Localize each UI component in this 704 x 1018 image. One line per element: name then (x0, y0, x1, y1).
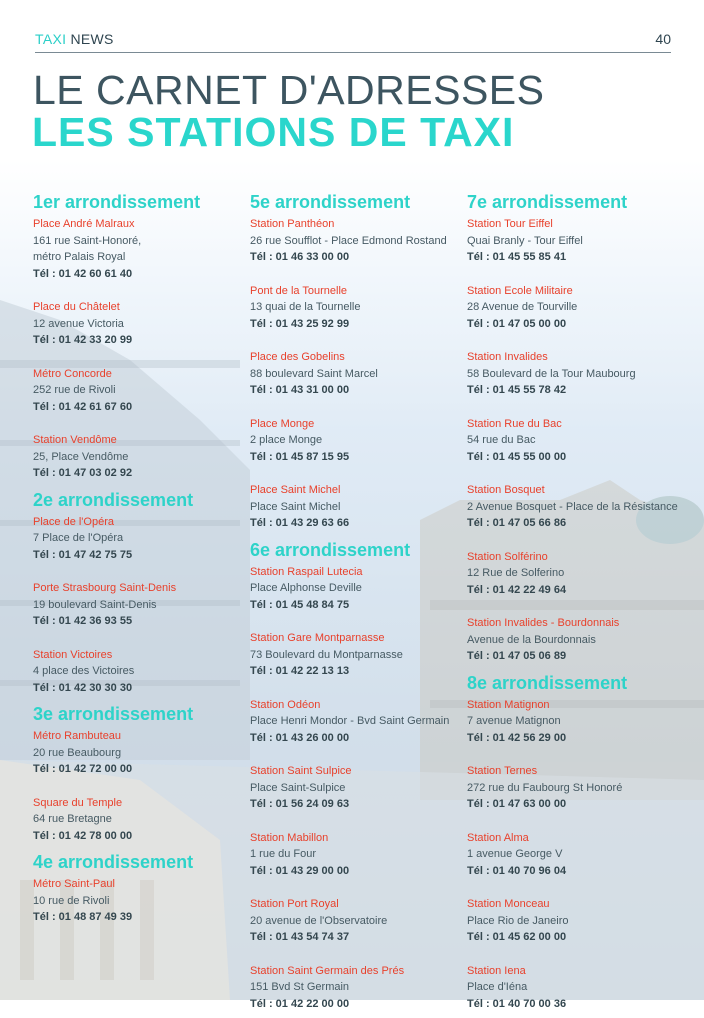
station-name: Station Panthéon (250, 218, 335, 230)
station-phone: Tél : 01 40 70 00 36 (467, 997, 567, 1010)
station-address: Place Saint-Sulpice (250, 781, 346, 794)
arrondissement-section (250, 190, 465, 532)
station-entry (33, 366, 253, 416)
arrondissement-heading: 4e arrondissement (33, 852, 194, 872)
station-entry (467, 283, 697, 333)
station-address: Place Henri Mondor - Bvd Saint Germain (250, 715, 450, 727)
station-entry (250, 349, 465, 399)
station-entry (250, 630, 465, 680)
station-phone: Tél : 01 42 60 61 40 (33, 267, 133, 280)
station-address: 272 rue du Faubourg St Honoré (467, 781, 623, 794)
station-entry (33, 432, 253, 482)
station-entry (467, 763, 697, 813)
station-address: 7 Place de l'Opéra (33, 532, 124, 544)
arrondissement-section (467, 190, 697, 665)
station-phone: Tél : 01 56 24 09 63 (250, 798, 350, 810)
station-address: 13 quai de la Tournelle (250, 301, 361, 313)
station-address: Quai Branly - Tour Eiffel (467, 234, 583, 247)
station-entry (250, 763, 465, 813)
station-phone: Tél : 01 43 31 00 00 (250, 384, 350, 396)
station-name: Station Saint Germain des Prés (250, 964, 405, 977)
station-phone: Tél : 01 47 03 02 92 (33, 467, 133, 479)
station-phone: Tél : 01 40 70 96 04 (467, 864, 567, 877)
station-name: Station Raspail Lutecia (250, 565, 363, 578)
column-2 (250, 190, 465, 1018)
station-entry (250, 416, 465, 466)
station-phone: Tél : 01 47 63 00 00 (467, 798, 567, 810)
station-phone: Tél : 01 47 42 75 75 (33, 548, 133, 561)
station-name: Station Solférino (467, 550, 548, 563)
station-address: 88 boulevard Saint Marcel (250, 367, 378, 380)
station-entry (467, 416, 697, 466)
arrondissement-section (33, 850, 253, 926)
station-entry (467, 216, 697, 266)
station-name: Station Mabillon (250, 831, 329, 844)
station-phone: Tél : 01 45 48 84 75 (250, 598, 350, 611)
station-name: Station Ternes (467, 765, 538, 777)
station-address: Place Rio de Janeiro (467, 914, 569, 927)
station-entry (33, 216, 253, 282)
station-name: Pont de la Tournelle (250, 284, 348, 297)
station-name: Station Rue du Bac (467, 417, 562, 430)
station-name: Place du Châtelet (33, 301, 120, 313)
station-entry (250, 283, 465, 333)
station-entry (467, 349, 697, 399)
station-name: Station Matignon (467, 698, 550, 711)
station-name: Station Gare Montparnasse (250, 632, 385, 644)
station-entry (250, 830, 465, 880)
station-entry (467, 697, 697, 747)
station-address: Place Alphonse Deville (250, 582, 362, 594)
station-address: métro Palais Royal (33, 251, 126, 263)
arrondissement-heading: 6e arrondissement (250, 539, 411, 560)
station-name: Place des Gobelins (250, 351, 345, 363)
column-3 (467, 190, 697, 1018)
station-address: 1 avenue George V (467, 848, 563, 860)
arrondissement-section (250, 538, 465, 1013)
station-address: 58 Boulevard de la Tour Maubourg (467, 367, 636, 380)
page-title: LE CARNET D'ADRESSES (33, 67, 545, 113)
station-name: Place André Malraux (33, 218, 135, 230)
station-phone: Tél : 01 45 87 15 95 (250, 450, 350, 463)
station-phone: Tél : 01 42 30 30 30 (33, 681, 133, 694)
station-phone: Tél : 01 42 36 93 55 (33, 615, 133, 627)
station-name: Square du Temple (33, 796, 123, 809)
station-entry (467, 963, 697, 1013)
station-phone: Tél : 01 42 61 67 60 (33, 400, 133, 413)
station-entry (33, 647, 253, 697)
station-address: 151 Bvd St Germain (250, 981, 350, 993)
station-phone: Tél : 01 48 87 49 39 (33, 911, 133, 923)
station-entry (250, 482, 465, 532)
station-address: 12 avenue Victoria (33, 317, 124, 330)
arrondissement-heading: 3e arrondissement (33, 704, 194, 724)
station-name: Station Odéon (250, 698, 321, 711)
station-name: Station Victoires (33, 648, 113, 661)
station-address: 7 avenue Matignon (467, 715, 561, 727)
station-name: Station Invalides - Bourdonnais (467, 617, 620, 629)
station-address: 54 rue du Bac (467, 434, 536, 446)
station-address: 161 rue Saint-Honoré, (33, 234, 142, 247)
arrondissement-heading: 8e arrondissement (467, 672, 628, 693)
station-address: 2 Avenue Bosquet - Place de la Résistance (467, 500, 678, 513)
station-phone: Tél : 01 47 05 00 00 (467, 317, 567, 330)
station-address: 25, Place Vendôme (33, 450, 129, 463)
station-name: Station Tour Eiffel (467, 218, 553, 230)
station-entry (33, 795, 253, 845)
arrondissement-section (33, 190, 253, 482)
station-address: 252 rue de Rivoli (33, 384, 116, 396)
station-phone: Tél : 01 46 33 00 00 (250, 251, 350, 263)
station-address: 73 Boulevard du Montparnasse (250, 648, 403, 661)
station-phone: Tél : 01 43 26 00 00 (250, 731, 350, 744)
station-address: Avenue de la Bourdonnais (467, 633, 596, 646)
station-name: Station Port Royal (250, 898, 339, 910)
station-name: Station Monceau (467, 898, 550, 910)
station-phone: Tél : 01 47 05 66 86 (467, 517, 567, 529)
station-entry (33, 580, 253, 630)
station-entry (250, 564, 465, 614)
station-phone: Tél : 01 42 72 00 00 (33, 763, 133, 775)
station-phone: Tél : 01 42 56 29 00 (467, 731, 567, 744)
station-phone: Tél : 01 45 62 00 00 (467, 931, 567, 943)
station-name: Station Vendôme (33, 434, 117, 446)
page-header (35, 31, 671, 53)
magazine-brand (35, 31, 114, 47)
arrondissement-section (467, 671, 697, 1013)
station-name: Station Saint Sulpice (250, 765, 352, 777)
station-address: 2 place Monge (250, 434, 323, 446)
arrondissement-heading: 7e arrondissement (467, 192, 628, 212)
station-name: Place de l'Opéra (33, 515, 114, 528)
station-phone: Tél : 01 42 33 20 99 (33, 334, 133, 346)
station-entry (467, 830, 697, 880)
station-name: Métro Rambuteau (33, 730, 122, 742)
page-subtitle: LES STATIONS DE TAXI (32, 109, 515, 155)
brand-news: NEWS (70, 31, 114, 47)
station-address: 10 rue de Rivoli (33, 894, 110, 907)
station-phone: Tél : 01 43 25 92 99 (250, 317, 350, 330)
station-phone: Tél : 01 42 22 00 00 (250, 997, 350, 1010)
station-phone: Tél : 01 42 78 00 00 (33, 829, 133, 842)
station-phone: Tél : 01 43 29 00 00 (250, 864, 350, 877)
station-entry (467, 896, 697, 946)
station-entry (250, 896, 465, 946)
station-name: Métro Saint-Paul (33, 878, 115, 890)
station-entry (467, 482, 697, 532)
arrondissement-section (33, 702, 253, 844)
station-entry (33, 299, 253, 349)
station-name: Métro Concorde (33, 367, 112, 380)
station-name: Station Bosquet (467, 484, 545, 496)
station-phone: Tél : 01 42 22 13 13 (250, 665, 350, 677)
station-name: Station Ecole Militaire (467, 284, 573, 297)
arrondissement-section (33, 488, 253, 697)
arrondissement-heading: 2e arrondissement (33, 489, 194, 510)
station-entry (250, 963, 465, 1013)
station-entry (33, 514, 253, 564)
station-entry (250, 697, 465, 747)
station-phone: Tél : 01 43 54 74 37 (250, 931, 350, 943)
page-number: 40 (655, 31, 671, 47)
station-address: 19 boulevard Saint-Denis (33, 598, 157, 611)
station-name: Place Saint Michel (250, 484, 341, 496)
station-address: 28 Avenue de Tourville (467, 301, 578, 313)
station-address: 20 rue Beaubourg (33, 746, 122, 759)
column-1 (33, 190, 253, 932)
station-entry (467, 615, 697, 665)
station-name: Porte Strasbourg Saint-Denis (33, 582, 177, 594)
station-name: Place Monge (250, 417, 315, 430)
station-phone: Tél : 01 45 55 78 42 (467, 384, 567, 396)
station-address: 20 avenue de l'Observatoire (250, 914, 388, 927)
station-entry (33, 728, 253, 778)
station-name: Station Iena (467, 964, 526, 977)
station-phone: Tél : 01 43 29 63 66 (250, 517, 350, 529)
station-phone: Tél : 01 45 55 00 00 (467, 450, 567, 463)
station-name: Station Alma (467, 831, 529, 844)
station-address: 4 place des Victoires (33, 665, 135, 677)
station-address: 1 rue du Four (250, 848, 317, 860)
station-address: 64 rue Bretagne (33, 813, 112, 825)
brand-taxi: TAXI (35, 31, 67, 47)
station-name: Station Invalides (467, 351, 548, 363)
arrondissement-heading: 1er arrondissement (33, 192, 201, 212)
station-phone: Tél : 01 42 22 49 64 (467, 583, 567, 596)
station-address: 12 Rue de Solferino (467, 567, 565, 579)
arrondissement-heading: 5e arrondissement (250, 192, 411, 212)
station-address: Place d'Iéna (467, 981, 528, 993)
station-entry (33, 876, 253, 926)
station-phone: Tél : 01 45 55 85 41 (467, 251, 567, 263)
station-entry (467, 549, 697, 599)
station-address: Place Saint Michel (250, 500, 341, 513)
station-entry (250, 216, 465, 266)
station-address: 26 rue Soufflot - Place Edmond Rostand (250, 234, 447, 247)
station-phone: Tél : 01 47 05 06 89 (467, 650, 567, 662)
